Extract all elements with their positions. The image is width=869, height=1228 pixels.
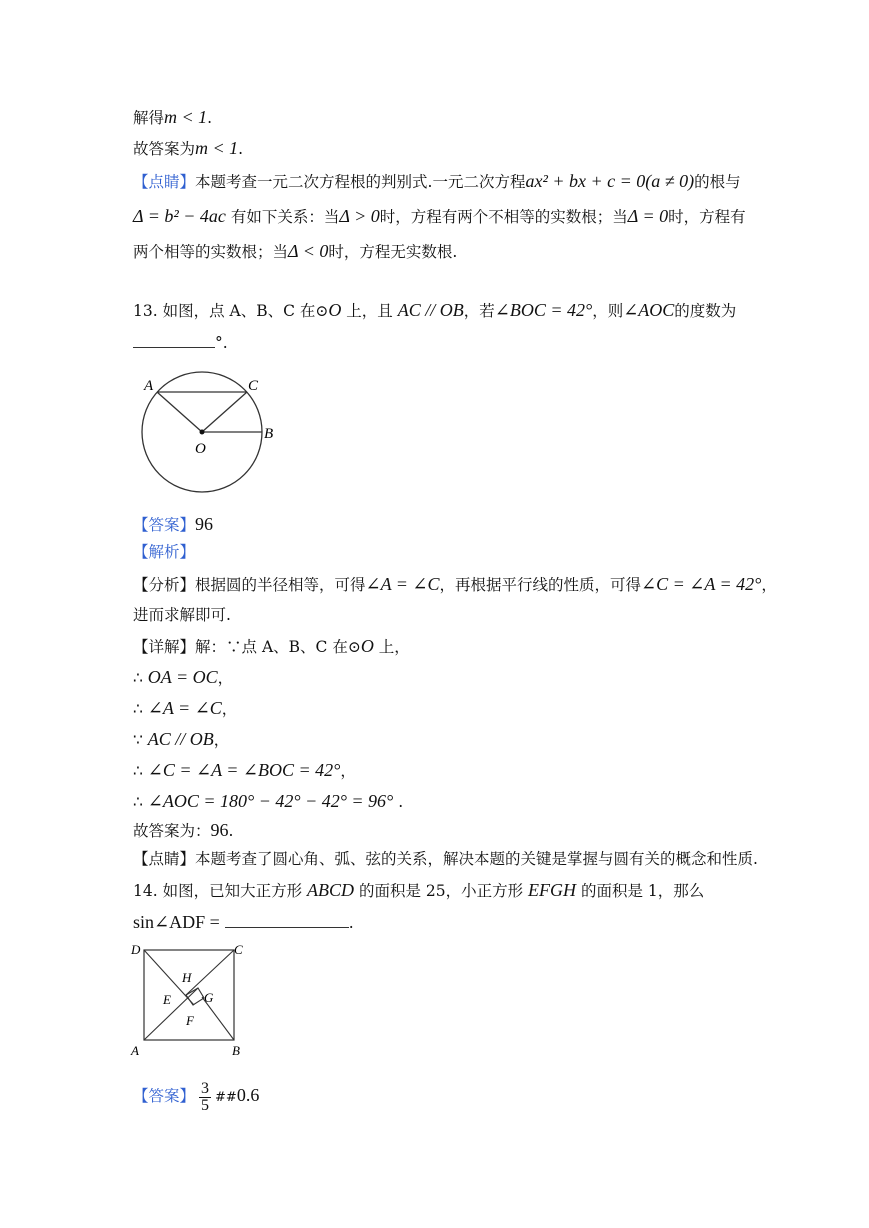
label-f: F: [186, 1013, 194, 1028]
question-13-stem: 13. 如图，点 A、B、C 在⊙O 上，且 AC // OB，若∠BOC = 42°，则∠AOC的度数为: [133, 300, 737, 320]
question-13-blank-line: °.: [133, 333, 228, 353]
line-dianjing-2: Δ = b² − 4ac 有如下关系：当Δ > 0时，方程有两个不相等的实数根；当Δ = 0时，方程有: [133, 206, 746, 226]
q13-step-5: ∴ ∠AOC = 180° − 42° − 42° = 96° .: [133, 791, 404, 811]
line-ch: [186, 950, 234, 995]
square-figure: [128, 938, 252, 1062]
q13-step-4: ∴ ∠C = ∠A = ∠BOC = 42°，: [133, 760, 356, 780]
label-h: H: [182, 970, 192, 985]
radius-oc: [202, 392, 247, 432]
q13-step-3: ∵ AC // OB，: [133, 729, 230, 749]
q13-dianjing: 【点睛】本题考查了圆心角、弧、弦的关系，解决本题的关键是掌握与圆有关的概念和性质.: [133, 850, 758, 868]
answer-blank[interactable]: [133, 335, 215, 348]
q13-final-answer: 故答案为：96.: [133, 820, 234, 840]
center-point: [200, 430, 205, 435]
label-o: O: [195, 441, 206, 457]
label-b: B: [232, 1043, 240, 1058]
circle-figure: [130, 370, 290, 500]
q13-answer: 【答案】96: [133, 514, 214, 534]
line-solve-m: 解得m < 1.: [133, 107, 213, 127]
label-b: B: [264, 426, 274, 442]
answer-fraction: $\frac{3}{5}$: [201, 1079, 210, 1114]
q13-analysis-2: 进而求解即可.: [133, 606, 231, 624]
q13-detail-1: 【详解】解：∵点 A、B、C 在⊙O 上，: [133, 636, 410, 656]
line-dianjing-3: 两个相等的实数根；当Δ < 0时，方程无实数根.: [133, 241, 458, 261]
q13-jiexi: 【解析】: [133, 543, 196, 561]
q13-step-2: ∴ ∠A = ∠C，: [133, 698, 238, 718]
label-a: A: [131, 1043, 139, 1058]
line-answer-m: 故答案为m < 1.: [133, 138, 244, 158]
label-d: D: [131, 942, 141, 957]
question-14-blank-line: sin∠ADF = .: [133, 912, 354, 932]
label-a: A: [144, 378, 154, 394]
label-e: E: [163, 992, 171, 1007]
q14-answer: 【答案】 $\frac{3}{5}$ ##0.6: [133, 1079, 260, 1114]
label-g: G: [204, 990, 214, 1005]
q13-step-1: ∴ OA = OC，: [133, 667, 234, 687]
radius-oa: [157, 392, 202, 432]
label-c: C: [248, 378, 259, 394]
q13-analysis-1: 【分析】根据圆的半径相等，可得∠A = ∠C，再根据平行线的性质，可得∠C = ∠A = 42°，: [133, 574, 777, 594]
label-c: C: [234, 942, 243, 957]
answer-blank[interactable]: [225, 915, 349, 928]
question-14-stem: 14. 如图，已知大正方形 ABCD 的面积是 25，小正方形 EFGH 的面积是 1，那么: [133, 880, 705, 900]
line-dianjing-1: 【点睛】本题考查一元二次方程根的判别式.一元二次方程ax² + bx + c = 0(a ≠ 0)的根与: [133, 171, 741, 191]
